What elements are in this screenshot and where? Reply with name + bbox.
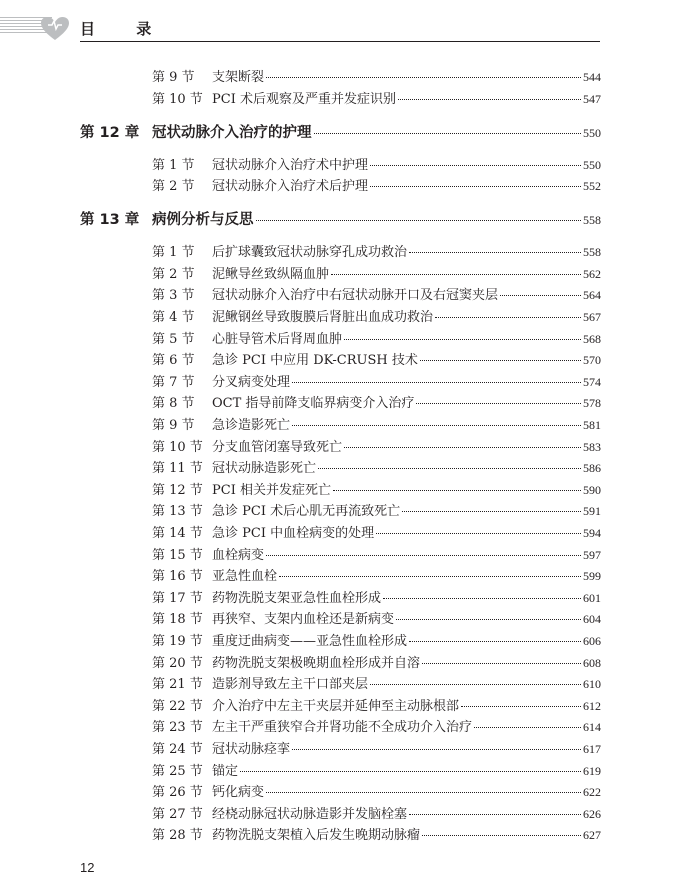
toc-label: 第 17 节	[152, 590, 203, 606]
toc-section-row[interactable]	[152, 781, 601, 800]
toc-page-number: 567	[583, 310, 601, 324]
dot-leader	[461, 705, 581, 707]
dot-leader	[344, 446, 581, 448]
toc-title: OCT 指导前降支临界病变介入治疗	[212, 396, 415, 412]
toc-label: 第 10 节	[152, 439, 203, 455]
dot-leader	[256, 219, 582, 221]
toc-section-row[interactable]	[152, 436, 601, 455]
toc-section-row[interactable]	[152, 824, 601, 843]
toc-label: 第 14 节	[152, 526, 203, 541]
toc-section-row[interactable]	[152, 652, 601, 671]
toc-page-number: 608	[583, 655, 601, 670]
toc-title: 急诊 PCI 中应用 DK-CRUSH 技术	[212, 353, 418, 369]
toc-section-row[interactable]	[152, 500, 601, 519]
toc-page-number: 558	[583, 213, 601, 228]
page-number: 12	[80, 860, 95, 875]
toc-page-number: 614	[583, 720, 601, 735]
toc-page-number: 619	[583, 763, 601, 778]
toc-section-row[interactable]	[152, 241, 601, 260]
toc-section-row[interactable]	[152, 608, 601, 627]
toc-section-row[interactable]	[152, 414, 601, 433]
toc-section-row[interactable]	[152, 66, 601, 85]
dot-leader	[344, 338, 581, 340]
dot-leader	[435, 316, 581, 318]
toc-title: 冠状动脉介入治疗术后护理	[212, 179, 369, 195]
toc-label: 第 2 节	[152, 266, 195, 282]
dot-leader	[266, 791, 581, 793]
toc-page-number: 552	[583, 179, 601, 194]
toc-section-row[interactable]	[152, 760, 601, 779]
toc-page-number: 594	[583, 526, 601, 540]
toc-label: 第 9 节	[152, 70, 195, 85]
toc-label: 第 12 章	[80, 124, 140, 141]
toc-chapter-row[interactable]	[80, 208, 601, 229]
toc-page-number: 583	[583, 439, 601, 454]
toc-label: 第 27 节	[152, 806, 203, 822]
toc-section-row[interactable]	[152, 738, 601, 757]
toc-label: 第 22 节	[152, 698, 203, 714]
toc-label: 第 1 节	[152, 245, 195, 261]
toc-page-number: 590	[583, 482, 601, 497]
toc-title: 泥鳅导丝致纵隔血肿	[212, 266, 330, 282]
dot-leader	[420, 359, 581, 361]
toc-section-row[interactable]	[152, 673, 601, 692]
dot-leader	[292, 424, 581, 426]
dot-leader	[474, 726, 581, 728]
toc-section-row[interactable]	[152, 88, 601, 107]
toc-label: 第 24 节	[152, 742, 203, 757]
toc-title: 分支血管闭塞导致死亡	[212, 439, 343, 455]
toc-label: 第 13 章	[80, 212, 140, 229]
dot-leader	[240, 770, 581, 772]
toc-page-number: 626	[583, 806, 601, 821]
dot-leader	[398, 98, 581, 100]
toc-section-row[interactable]	[152, 349, 601, 368]
toc-page-number: 599	[583, 569, 601, 584]
toc-title: 钙化病变	[212, 785, 265, 801]
toc-label: 第 7 节	[152, 374, 195, 390]
toc-title: 后扩球囊致冠状动脉穿孔成功救治	[212, 245, 408, 261]
toc-page-number: 610	[583, 677, 601, 692]
dot-leader	[333, 489, 581, 491]
toc-title: PCI 术后观察及严重并发症识别	[212, 91, 396, 107]
toc-label: 第 12 节	[152, 482, 203, 498]
toc-title: 病例分析与反思	[152, 212, 254, 229]
toc-title: 心脏导管术后肾周血肿	[212, 331, 343, 347]
dot-leader	[266, 76, 581, 78]
toc-title: PCI 相关并发症死亡	[212, 482, 331, 498]
dot-leader	[376, 532, 581, 534]
dot-leader	[370, 164, 581, 166]
toc-section-row[interactable]	[152, 695, 601, 714]
toc-page-number: 564	[583, 288, 601, 303]
toc-title: 介入治疗中左主干夹层并延伸至主动脉根部	[212, 698, 460, 714]
toc-section-row[interactable]	[152, 175, 601, 194]
dot-leader	[292, 748, 581, 750]
toc-section-row[interactable]	[152, 630, 601, 649]
toc-label: 第 3 节	[152, 288, 195, 304]
toc-title: 造影剂导致左主干口部夹层	[212, 677, 369, 693]
dot-leader	[396, 618, 581, 620]
toc-label: 第 20 节	[152, 655, 203, 671]
toc-label: 第 23 节	[152, 720, 203, 736]
header-rule	[80, 41, 600, 42]
toc-section-row[interactable]	[152, 522, 601, 541]
toc-page-number: 550	[583, 157, 601, 172]
toc-page-number: 568	[583, 331, 601, 346]
toc-section-row[interactable]	[152, 328, 601, 347]
toc-page-number: 562	[583, 266, 601, 281]
toc-title: 急诊造影死亡	[212, 418, 291, 433]
toc-section-row[interactable]	[152, 457, 601, 476]
toc-title: 血栓病变	[212, 547, 265, 563]
toc-section-row[interactable]	[152, 587, 601, 606]
toc-title: 分叉病变处理	[212, 374, 291, 390]
dot-leader	[266, 554, 581, 556]
running-header	[0, 0, 687, 48]
dot-leader	[500, 294, 581, 296]
toc-page-number: 570	[583, 353, 601, 368]
dot-leader	[279, 575, 581, 577]
toc-page-number: 550	[583, 125, 601, 140]
toc-title: 冠状动脉介入治疗术中护理	[212, 157, 369, 173]
toc-page-number: 622	[583, 785, 601, 800]
toc-page-number: 578	[583, 396, 601, 411]
dot-leader	[409, 640, 581, 642]
toc-title: 药物洗脱支架亚急性血栓形成	[212, 590, 382, 606]
toc-label: 第 8 节	[152, 396, 195, 412]
toc-section-row[interactable]	[152, 154, 601, 173]
toc-page-number: 597	[583, 547, 601, 562]
toc-title: 冠状动脉造影死亡	[212, 461, 317, 477]
toc-title: 左主干严重狭窄合并肾功能不全成功介入治疗	[212, 720, 473, 736]
dot-leader	[383, 597, 581, 599]
dot-leader	[292, 381, 581, 383]
toc-page-number: 606	[583, 634, 601, 648]
toc-section-row[interactable]	[152, 716, 601, 735]
toc-page-number: 591	[583, 504, 601, 519]
toc-section-row[interactable]	[152, 371, 601, 390]
toc-title: 支架断裂	[212, 70, 265, 85]
toc-page-number: 617	[583, 742, 601, 756]
dot-leader	[409, 813, 581, 815]
toc-label: 第 25 节	[152, 763, 203, 779]
toc-title: 急诊 PCI 中血栓病变的处理	[212, 526, 375, 541]
toc-title: 冠状动脉介入治疗中右冠状动脉开口及右冠窦夹层	[212, 288, 499, 304]
toc-section-row[interactable]	[152, 306, 601, 325]
toc-label: 第 1 节	[152, 157, 195, 173]
toc-label: 第 21 节	[152, 677, 203, 693]
toc-title: 药物洗脱支架极晚期血栓形成并自溶	[212, 655, 421, 671]
toc-title: 泥鳅钢丝导致腹膜后肾脏出血成功救治	[212, 310, 434, 325]
toc-title: 锚定	[212, 763, 239, 779]
toc-title: 药物洗脱支架植入后发生晚期动脉瘤	[212, 828, 421, 844]
toc-page-number: 604	[583, 612, 601, 627]
toc-page-number: 544	[583, 70, 601, 84]
toc-title: 经桡动脉冠状动脉造影并发脑栓塞	[212, 806, 408, 822]
toc-label: 第 19 节	[152, 634, 203, 649]
toc-page-number: 547	[583, 91, 601, 106]
toc-label: 第 9 节	[152, 418, 195, 433]
toc-label: 第 10 节	[152, 91, 203, 107]
dot-leader	[331, 273, 581, 275]
dot-leader	[370, 683, 581, 685]
toc-label: 第 18 节	[152, 612, 203, 628]
toc-label: 第 2 节	[152, 179, 195, 195]
dot-leader	[318, 467, 581, 469]
toc-page-number: 627	[583, 828, 601, 843]
header-title: 目 录	[80, 20, 170, 38]
toc-page-number: 581	[583, 418, 601, 432]
toc-title: 再狭窄、支架内血栓还是新病变	[212, 612, 395, 628]
toc-page-number: 558	[583, 245, 601, 260]
heart-icon	[40, 16, 70, 42]
toc-section-row[interactable]	[152, 284, 601, 303]
dot-leader	[409, 251, 581, 253]
toc-page-number: 612	[583, 698, 601, 713]
toc-label: 第 6 节	[152, 353, 195, 369]
toc-title: 冠状动脉介入治疗的护理	[152, 124, 312, 141]
dot-leader	[314, 132, 582, 134]
toc-chapter-row[interactable]	[80, 121, 601, 142]
toc-label: 第 11 节	[152, 461, 203, 477]
toc-label: 第 26 节	[152, 785, 203, 801]
dot-leader	[402, 510, 581, 512]
toc-label: 第 28 节	[152, 828, 203, 844]
toc-section-row[interactable]	[152, 392, 601, 411]
toc-label: 第 13 节	[152, 504, 203, 520]
toc-label: 第 5 节	[152, 331, 195, 347]
toc-section-row[interactable]	[152, 803, 601, 822]
toc-label: 第 15 节	[152, 547, 203, 563]
toc-section-row[interactable]	[152, 544, 601, 563]
toc-section-row[interactable]	[152, 479, 601, 498]
toc-label: 第 16 节	[152, 569, 203, 585]
toc-section-row[interactable]	[152, 565, 601, 584]
dot-leader	[422, 662, 581, 664]
toc-title: 重度迂曲病变——亚急性血栓形成	[212, 634, 408, 649]
dot-leader	[416, 402, 581, 404]
toc-title: 冠状动脉痉挛	[212, 742, 291, 757]
toc-page-number: 601	[583, 590, 601, 605]
toc-title: 急诊 PCI 术后心肌无再流致死亡	[212, 504, 401, 520]
toc-label: 第 4 节	[152, 310, 195, 325]
dot-leader	[370, 185, 581, 187]
dot-leader	[422, 834, 581, 836]
toc-page-number: 586	[583, 461, 601, 476]
toc-section-row[interactable]	[152, 263, 601, 282]
toc-title: 亚急性血栓	[212, 569, 278, 585]
toc-page-number: 574	[583, 374, 601, 389]
